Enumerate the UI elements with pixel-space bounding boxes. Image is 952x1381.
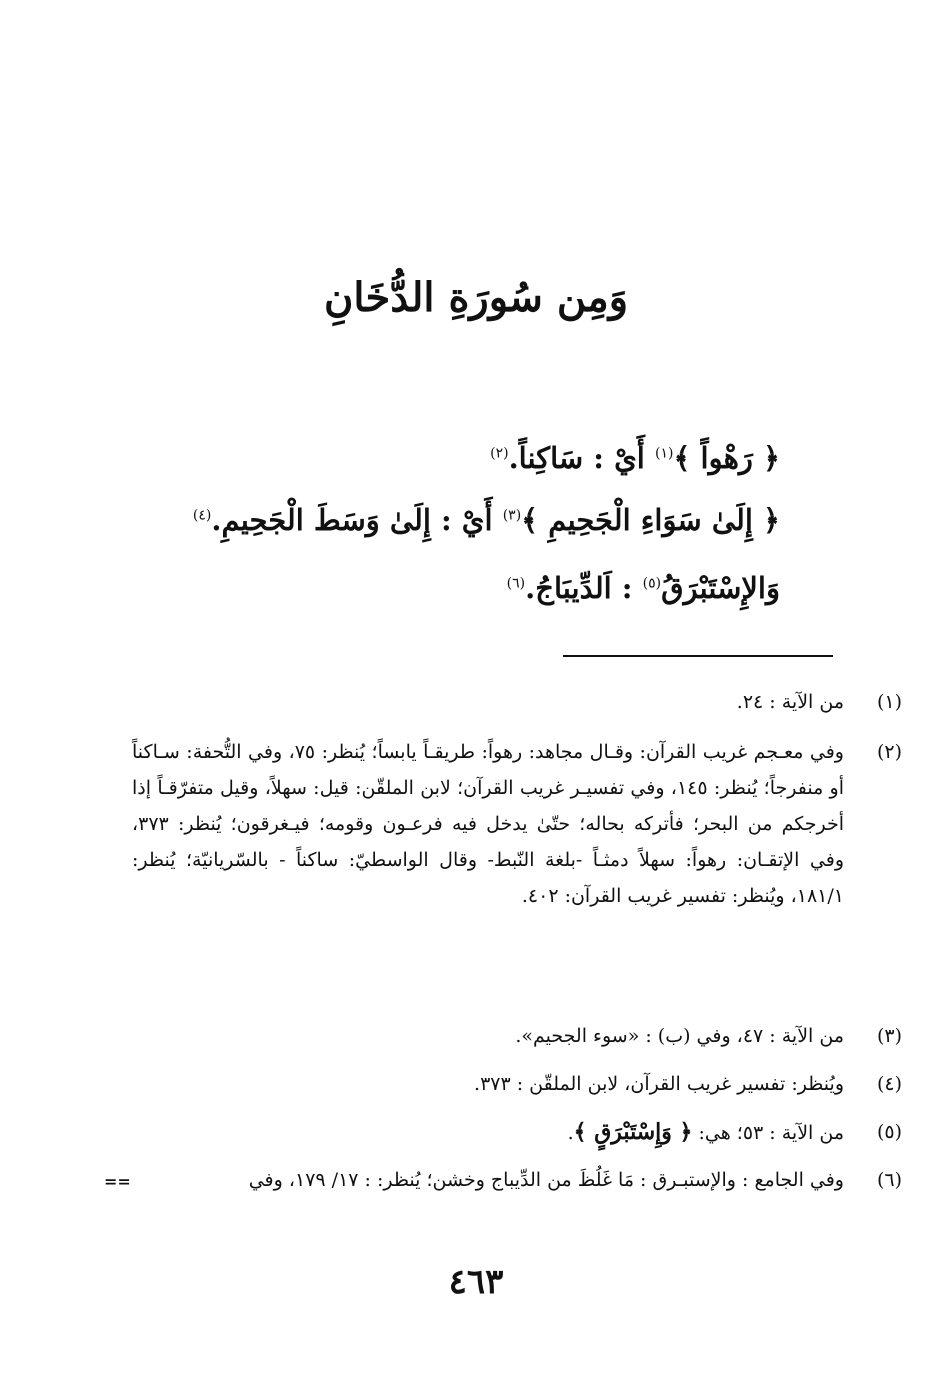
footnote-number: (١) bbox=[876, 691, 902, 713]
gloss: أَيْ : سَاكِناً. bbox=[508, 441, 645, 475]
footnote-ref: (٦) bbox=[506, 575, 526, 592]
footnote-ref: (٢) bbox=[490, 445, 509, 462]
footnote-1 bbox=[132, 684, 902, 720]
footnote-5 bbox=[132, 1114, 902, 1151]
footnote-text: وفي معـجم غريب القرآن: وقـال مجاهد: رهواً: طريقـاً يابساً؛ يُنظر: ٧٥، وفي التُّحفة: سـاكناً أو منفرجاً؛ يُنظر: ١٤٥، وفي تفسيـر غريب القرآن؛ لابن الملقّن: قيل: سهلاً، وقيل متفرّقـاً إذا أخرجكم من البحر؛ فأتركه بحاله؛ حتّىٰ يدخل فيه فرعـون وقومه؛ فيـغرقون؛ يُنظر: ٣٧٣، وفي الإتقـان: رهواً: سهلاً دمثـاً -بلغة النّبط- وقال الواسطيّ: ساكناً - بالسّريانيّة؛ يُنظر: ١٨١/١، ويُنظر: تفسير غريب القرآن: ٤٠٢. bbox=[132, 741, 844, 907]
footnote-number: (٤) bbox=[876, 1073, 902, 1095]
footnote-6 bbox=[132, 1162, 902, 1198]
footnote-ref: (٥) bbox=[642, 575, 662, 592]
footnote-ref: (٤) bbox=[192, 507, 212, 524]
quran-quote: ﴿ وَإِسْتَبْرَقٍ ﴾ bbox=[573, 1119, 693, 1145]
footnote-4 bbox=[132, 1066, 902, 1102]
ornate-bracket-open: ﴿ bbox=[763, 503, 780, 537]
footnote-text: ويُنظر: تفسير غريب القرآن، لابن الملقّن : ٣٧٣. bbox=[474, 1073, 844, 1095]
footnote-number: (٣) bbox=[876, 1025, 902, 1047]
verse-line-3 bbox=[140, 566, 780, 610]
ornate-bracket-close: ﴾ bbox=[521, 503, 539, 537]
ornate-bracket-open: ﴿ bbox=[763, 441, 780, 475]
quran-word: وَالإِسْتَبْرَقُ bbox=[661, 571, 780, 605]
gloss: : اَلدِّيبَاجُ. bbox=[525, 571, 633, 605]
footnote-text bbox=[132, 1114, 844, 1151]
footnote-text-after: . bbox=[567, 1122, 574, 1144]
continuation-mark: == bbox=[104, 1172, 131, 1191]
footnote-divider bbox=[563, 655, 833, 657]
footnote-ref: (٣) bbox=[502, 507, 522, 524]
footnote-ref: (١) bbox=[654, 445, 674, 462]
quran-word: رَهْواً bbox=[700, 441, 753, 475]
footnote-text: وفي الجامع : والإستبـرق : مَا غَلُظَ من الدِّيباج وخشن؛ يُنظر: : ١٧/ ١٧٩، وفي bbox=[248, 1169, 844, 1191]
footnote-text: من الآية : ٤٧، وفي (ب) : «سوء الجحيم». bbox=[515, 1025, 844, 1047]
footnote-text: من الآية : ٢٤. bbox=[736, 691, 844, 713]
footnote-text-before: من الآية : ٥٣؛ هي: bbox=[698, 1122, 844, 1144]
ornate-bracket-close: ﴾ bbox=[673, 441, 691, 475]
verse-line-1 bbox=[140, 436, 780, 480]
footnote-3 bbox=[132, 1018, 902, 1054]
footnote-number: (٦) bbox=[876, 1169, 902, 1191]
footnote-number: (٥) bbox=[876, 1121, 902, 1143]
gloss: أَيْ : إِلَىٰ وَسَطَ الْجَحِيمِ. bbox=[211, 503, 493, 537]
footnote-number: (٢) bbox=[876, 741, 902, 763]
surah-title: وَمِن سُورَةِ الدُّخَانِ bbox=[323, 274, 629, 321]
page-number: ٤٦٣ bbox=[448, 1262, 504, 1302]
footnote-2 bbox=[132, 734, 902, 914]
verse-line-2 bbox=[140, 498, 780, 542]
quran-word: إِلَىٰ سَوَاءِ الْجَحِيمِ bbox=[548, 503, 753, 537]
